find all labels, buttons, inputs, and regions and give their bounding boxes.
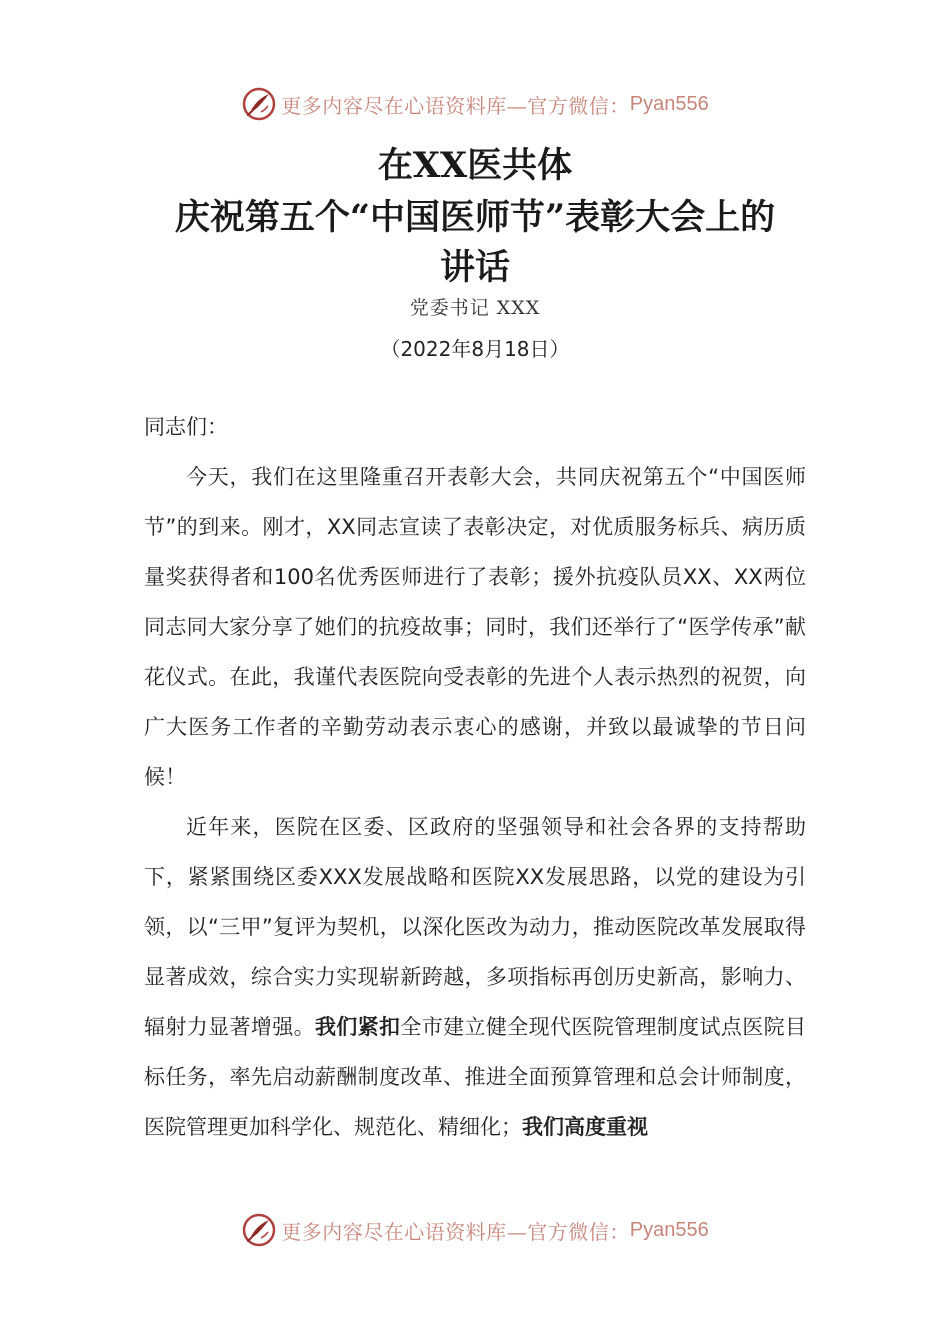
paragraph-2-text-b: 全市建立健全现代医院管理制度试点医院目标任务，率先启动薪酬制度改革、推进全面预算管理和总会计师制度，医院管理更加科学化、规范化、精细化； [144, 1015, 807, 1139]
quill-logo-icon [241, 86, 277, 122]
document-title-line-1: 在XX医共体 [377, 145, 573, 186]
paragraph-2-bold-2: 我们高度重视 [522, 1115, 648, 1139]
watermark-text: 更多内容尽在心语资料库—官方微信： [281, 93, 630, 118]
document-title-line-2: 庆祝第五个“中国医师节”表彰大会上的 [174, 197, 776, 238]
watermark-wechat-id: Pyan556 [629, 1218, 709, 1241]
document-author: 党委书记 XXX [409, 297, 541, 319]
greeting: 同志们： [144, 415, 228, 439]
watermark-banner-bottom [0, 1210, 950, 1250]
watermark-wechat-id: Pyan556 [629, 92, 709, 115]
paragraph-2 [144, 802, 806, 1152]
paragraph-2-bold-1: 我们紧扣 [314, 1015, 401, 1039]
quill-logo-icon [241, 1212, 277, 1248]
paragraph-2-text-a: 近年来，医院在区委、区政府的坚强领导和社会各界的支持帮助下，紧紧围绕区委XXX发展战略和医院XX发展思路，以党的建设为引领，以“三甲”复评为契机，以深化医改为动力，推动医院改革发展取得显著成效，综合实力实现崭新跨越，多项指标再创历史新高，影响力、辐射力显著增强。 [144, 815, 806, 1039]
document-date: （2022年8月18日） [380, 337, 570, 361]
paragraph-1: 今天，我们在这里隆重召开表彰大会，共同庆祝第五个“中国医师节”的到来。刚才，XX同志宣读了表彰决定，对优质服务标兵、病历质量奖获得者和100名优秀医师进行了表彰；援外抗疫队员XX、XX两位同志同大家分享了她们的抗疫故事；同时，我们还举行了“医学传承”献花仪式。在此，我谨代表医院向受表彰的先进个人表示热烈的祝贺，向广大医务工作者的辛勤劳动表示衷心的感谢，并致以最诚挚的节日问候！ [144, 465, 806, 789]
document-title-line-3: 讲话 [439, 247, 510, 288]
watermark-banner-top [0, 84, 950, 124]
watermark-text: 更多内容尽在心语资料库—官方微信： [281, 1219, 630, 1244]
document-body [144, 402, 806, 1152]
